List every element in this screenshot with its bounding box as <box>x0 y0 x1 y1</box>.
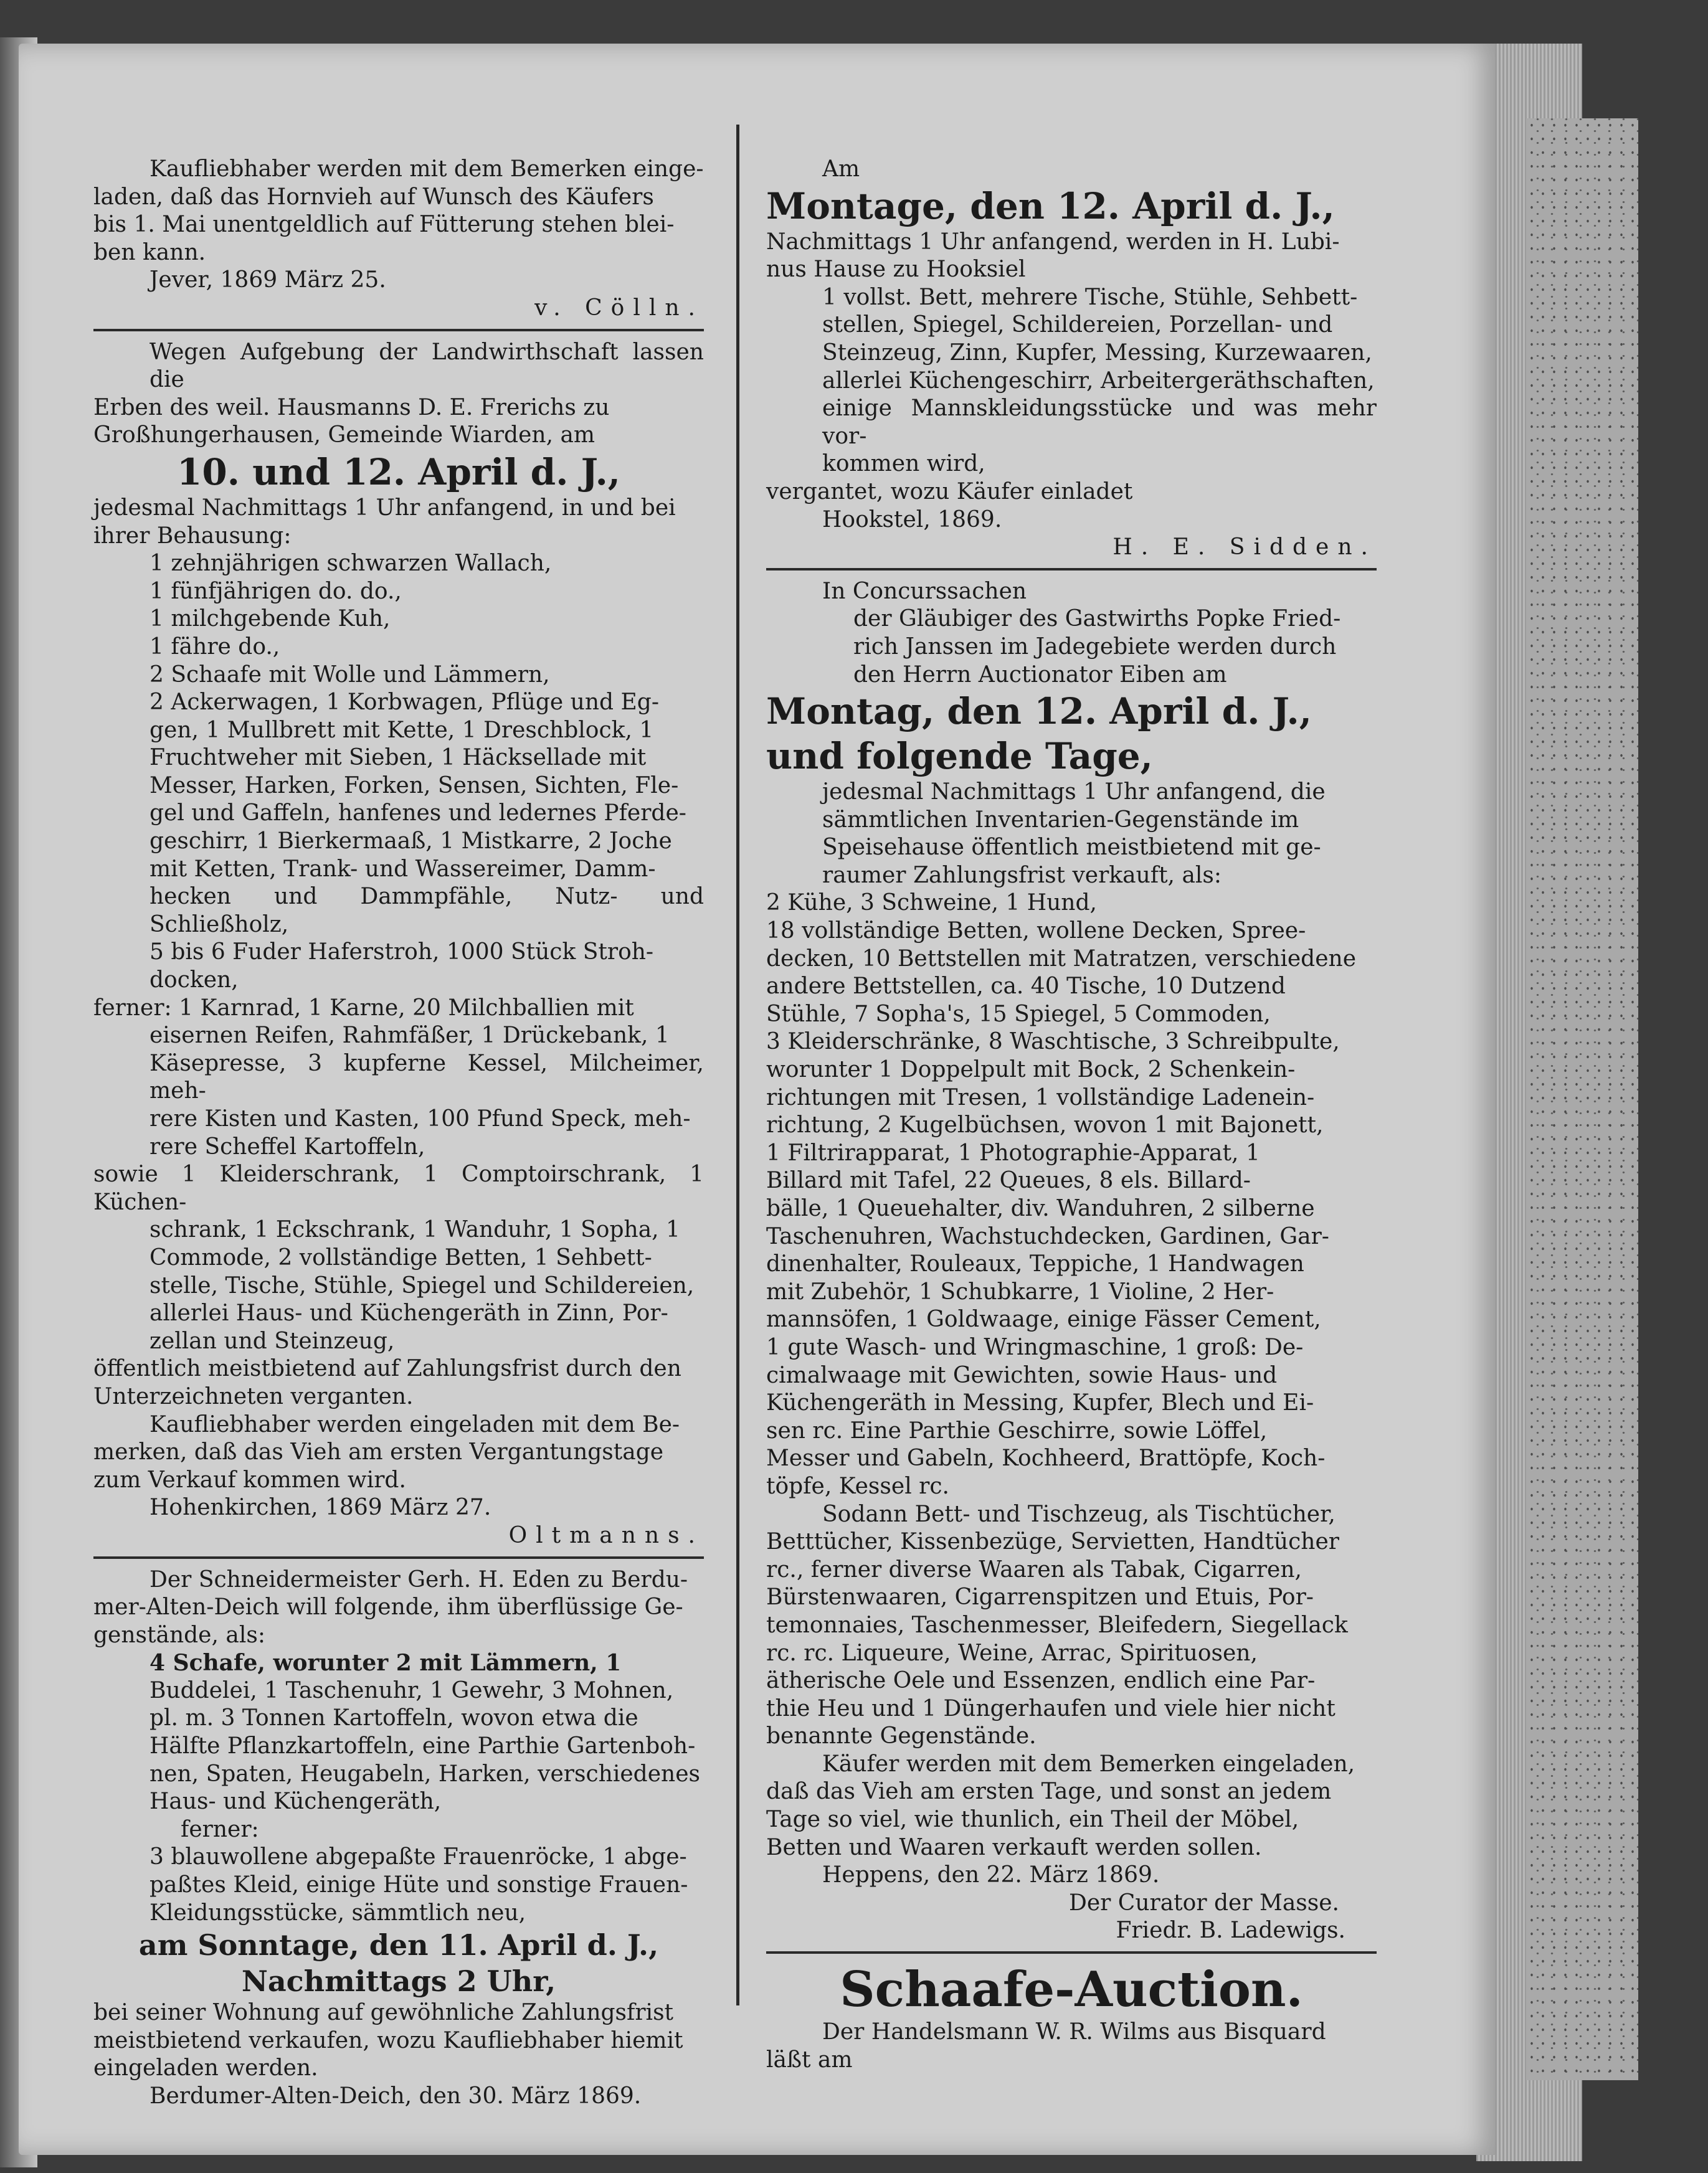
ad-text-line: Kaufliebhaber werden mit dem Bemerken einge- <box>149 156 704 182</box>
item-line: 1 milchgebende Kuh, <box>149 606 391 632</box>
ad-text-line: daß das Vieh am ersten Tage, und sonst an jedem <box>766 1779 1332 1805</box>
item-line: paßtes Kleid, einige Hüte und sonstige Frauen- <box>149 1872 688 1898</box>
ad-text-line: Der Handelsmann W. R. Wilms aus Bisquard <box>822 2019 1326 2045</box>
ad-text-line: Speisehause öffentlich meistbietend mit ge- <box>822 835 1321 861</box>
ad-eden-auction <box>93 1566 704 2111</box>
item-line: Buddelei, 1 Taschenuhr, 1 Gewehr, 3 Mohnen, <box>149 1677 674 1703</box>
item-line: nen, Spaten, Heugabeln, Harken, verschiedenes <box>149 1761 700 1787</box>
ad-cattle-notice <box>93 156 704 323</box>
item-line: töpfe, Kessel rc. <box>766 1473 949 1499</box>
item-line: 3 Kleiderschränke, 8 Waschtische, 3 Schreibpulte, <box>766 1029 1340 1055</box>
ad-text-line: ätherische Oele und Essenzen, endlich eine Par- <box>766 1668 1316 1694</box>
item-line: Messer und Gabeln, Kochheerd, Brattöpfe, Koch- <box>766 1446 1326 1472</box>
ad-text-line: Tage so viel, wie thunlich, ein Theil der Möbel, <box>766 1807 1299 1833</box>
item-line: Billard mit Tafel, 22 Queues, 8 els. Billard- <box>766 1168 1251 1194</box>
ad-text-line: rich Janssen im Jadegebiete werden durch <box>853 633 1337 660</box>
item-line: Fruchtweher mit Sieben, 1 Häcksellade mit <box>149 745 647 771</box>
ad-separator <box>93 1556 704 1559</box>
ad-text-line: jedesmal Nachmittags 1 Uhr anfangend, in und bei <box>93 495 676 521</box>
item-line: Taschenuhren, Wachstuchdecken, Gardinen, Gar- <box>766 1223 1329 1249</box>
ad-text-line: Wegen Aufgebung der Landwirthschaft lassen die <box>149 339 704 393</box>
ad-text-line: Unterzeichneten verganten. <box>93 1383 414 1409</box>
auction-date-heading: 10. und 12. April d. J., <box>177 450 620 493</box>
ad-text-line: ferner: 1 Karnrad, 1 Karne, 20 Milchballien mit <box>93 995 634 1021</box>
ad-text-line: Sodann Bett- und Tischzeug, als Tischtücher, <box>822 1501 1336 1527</box>
item-line: 1 fünfjährigen do. do., <box>149 578 402 604</box>
ad-text-line: mer-Alten-Deich will folgende, ihm überflüssige Ge- <box>93 1594 683 1621</box>
item-line: 1 vollst. Bett, mehrere Tische, Stühle, Sehbett- <box>822 284 1358 310</box>
item-line: richtung, 2 Kugelbüchsen, wovon 1 mit Bajonett, <box>766 1112 1324 1139</box>
ad-text-line: rc., ferner diverse Waaren als Tabak, Cigarren, <box>766 1556 1302 1583</box>
item-line: richtungen mit Tresen, 1 vollständige Ladenein- <box>766 1084 1315 1110</box>
ad-text-line: Commode, 2 vollständige Betten, 1 Sehbett- <box>149 1244 652 1271</box>
left-column <box>93 156 704 2111</box>
item-line: cimalwaage mit Gewichten, sowie Haus- und <box>766 1362 1278 1388</box>
ad-text-line: laden, daß das Hornvieh auf Wunsch des Käufers <box>93 184 654 210</box>
ad-text-line: rere Kisten und Kasten, 100 Pfund Speck, meh- <box>149 1106 691 1132</box>
item-line: 1 Filtrirapparat, 1 Photographie-Apparat, 1 <box>766 1140 1260 1166</box>
ad-text-line: merken, daß das Vieh am ersten Vergantungstage <box>93 1439 664 1465</box>
ad-lubinus-auction <box>766 156 1377 562</box>
column-divider <box>736 125 739 2005</box>
ad-frerichs-auction <box>93 339 704 1550</box>
item-line: 1 zehnjährigen schwarzen Wallach, <box>149 551 552 577</box>
ad-text-line: Kaufliebhaber werden eingeladen mit dem Be- <box>149 1411 680 1437</box>
ad-text-line: sowie 1 Kleiderschrank, 1 Comptoirschrank, 1 Küchen- <box>93 1162 704 1215</box>
place-date: Hohenkirchen, 1869 März 27. <box>149 1495 491 1521</box>
item-line: kommen wird, <box>822 451 985 477</box>
item-line: sen rc. Eine Parthie Geschirre, sowie Löffel, <box>766 1418 1268 1444</box>
ad-separator <box>766 568 1377 570</box>
ad-text-line: zum Verkauf kommen wird. <box>93 1467 406 1493</box>
ad-text-line: eingeladen werden. <box>93 2055 318 2081</box>
ad-text-line: nus Hause zu Hooksiel <box>766 257 1026 283</box>
ad-separator <box>93 329 704 331</box>
item-line: Steinzeug, Zinn, Kupfer, Messing, Kurzewaaren, <box>822 339 1372 366</box>
place-date: Hookstel, 1869. <box>822 506 1002 533</box>
auction-date-heading: am Sonntage, den 11. April d. J., <box>138 1928 659 1962</box>
auction-date-heading: und folgende Tage, <box>766 735 1153 778</box>
item-line: Messer, Harken, Forken, Sensen, Sichten, Fle- <box>149 772 679 798</box>
signature: Friedr. B. Ladewigs. <box>1116 1918 1345 1944</box>
ad-text-line: thie Heu und 1 Düngerhaufen und viele hier nicht <box>766 1695 1336 1721</box>
item-line: gel und Gaffeln, hanfenes und ledernes Pferde- <box>149 800 686 826</box>
item-line: pl. m. 3 Tonnen Kartoffeln, wovon etwa die <box>149 1705 638 1731</box>
auction-date-heading: Montage, den 12. April d. J., <box>766 184 1335 227</box>
item-line: geschirr, 1 Bierkermaaß, 1 Mistkarre, 2 Joche <box>149 828 672 855</box>
item-line: einige Mannskleidungsstücke und was mehr vor- <box>822 395 1377 449</box>
item-line: bälle, 1 Queuehalter, div. Wanduhren, 2 silberne <box>766 1196 1315 1221</box>
ad-text-line: eisernen Reifen, Rahmfäßer, 1 Drückebank, 1 <box>149 1023 670 1049</box>
ad-text-line: den Herrn Auctionator Eiben am <box>853 661 1227 688</box>
ad-text-line: ferner: <box>181 1816 259 1842</box>
right-column <box>766 156 1377 2074</box>
ad-text-line: Betttücher, Kissenbezüge, Servietten, Handtücher <box>766 1529 1339 1555</box>
ad-text-line: schrank, 1 Eckschrank, 1 Wanduhr, 1 Sopha, 1 <box>149 1217 680 1243</box>
item-line: Haus- und Küchengeräth, <box>149 1789 442 1815</box>
item-line: Kleidungsstücke, sämmtlich neu, <box>149 1900 526 1926</box>
ad-text-line: sämmtlichen Inventarien-Gegenstände im <box>822 807 1299 833</box>
ad-text-line: Großhungerhausen, Gemeinde Wiarden, am <box>93 422 595 448</box>
item-line: hecken und Dammpfähle, Nutz- und Schließholz, <box>149 884 704 937</box>
item-line: allerlei Küchengeschirr, Arbeitergeräthschaften, <box>822 367 1375 394</box>
ad-title: Schaafe-Auction. <box>840 1961 1303 2019</box>
ad-text-line: öffentlich meistbietend auf Zahlungsfrist durch den <box>93 1356 681 1382</box>
ad-text-line: temonnaies, Taschenmesser, Bleifedern, Siegellack <box>766 1612 1348 1638</box>
item-line: Stühle, 7 Sopha's, 15 Spiegel, 5 Commoden, <box>766 1001 1271 1027</box>
ad-text-line: vergantet, wozu Käufer einladet <box>766 478 1133 504</box>
item-line: 18 vollständige Betten, wollene Decken, Spree- <box>766 918 1306 944</box>
auction-time-heading: Nachmittags 2 Uhr, <box>241 1964 556 1999</box>
ad-text-line: zellan und Steinzeug, <box>149 1328 395 1354</box>
item-line: mannsöfen, 1 Goldwaage, einige Fässer Cement, <box>766 1307 1321 1333</box>
ad-text-line: Käsepresse, 3 kupferne Kessel, Milcheimer, meh- <box>149 1050 704 1104</box>
ad-text-line: Der Schneidermeister Gerh. H. Eden zu Berdu- <box>149 1566 688 1593</box>
ad-text-line: ben kann. <box>93 239 206 265</box>
item-line: andere Bettstellen, ca. 40 Tische, 10 Dutzend <box>766 973 1286 1000</box>
ad-text-line: In Concurssachen <box>822 578 1027 604</box>
item-line: worunter 1 Doppelpult mit Bock, 2 Schenkein- <box>766 1057 1296 1083</box>
place-date: Berdumer-Alten-Deich, den 30. März 1869. <box>149 2083 642 2109</box>
item-line: 3 blauwollene abgepaßte Frauenröcke, 1 abge- <box>149 1844 687 1870</box>
speckled-edge <box>1526 118 1638 2080</box>
item-line: decken, 10 Bettstellen mit Matratzen, verschiedene <box>766 945 1357 972</box>
item-line: Hälfte Pflanzkartoffeln, eine Parthie Gartenboh- <box>149 1733 696 1759</box>
item-line: 2 Schaafe mit Wolle und Lämmern, <box>149 661 550 688</box>
item-line: Küchengeräth in Messing, Kupfer, Blech und Ei- <box>766 1390 1314 1416</box>
item-line: 2 Kühe, 3 Schweine, 1 Hund, <box>766 890 1097 916</box>
ad-text-line: benannte Gegenstände. <box>766 1723 1037 1749</box>
signature: Oltmanns. <box>508 1522 704 1548</box>
curator-line: Der Curator der Masse. <box>1068 1890 1339 1916</box>
ad-text-line: Betten und Waaren verkauft werden sollen. <box>766 1834 1262 1860</box>
ad-text-line: meistbietend verkaufen, wozu Kaufliebhaber hiemit <box>93 2027 683 2053</box>
ad-text-line: rc. rc. Liqueure, Weine, Arrac, Spirituosen, <box>766 1640 1258 1666</box>
auction-date-heading: Montag, den 12. April d. J., <box>766 690 1312 733</box>
place-date: Heppens, den 22. März 1869. <box>822 1862 1160 1888</box>
ad-text-line: Bürstenwaaren, Cigarrenspitzen und Etuis, Por- <box>766 1584 1314 1611</box>
ad-text-line: Erben des weil. Hausmanns D. E. Frerichs zu <box>93 394 610 420</box>
ad-text-line: läßt am <box>766 2047 853 2073</box>
item-line: 1 gute Wasch- und Wringmaschine, 1 groß: De- <box>766 1334 1304 1360</box>
ad-text-line: ihrer Behausung: <box>93 523 292 549</box>
ad-text-line: rere Scheffel Kartoffeln, <box>149 1134 425 1160</box>
item-line: 4 Schafe, worunter 2 mit Lämmern, 1 <box>149 1650 622 1677</box>
ad-text-line: Am <box>822 156 860 182</box>
ad-text-line: genstände, als: <box>93 1622 265 1648</box>
item-line: gen, 1 Mullbrett mit Kette, 1 Dreschblock, 1 <box>149 717 654 743</box>
item-line: 1 fähre do., <box>149 633 280 660</box>
item-line: 5 bis 6 Fuder Haferstroh, 1000 Stück Stroh- <box>149 939 654 965</box>
signature: H. E. Sidden. <box>1113 534 1377 561</box>
ad-text-line: stelle, Tische, Stühle, Spiegel und Schildereien, <box>149 1272 695 1299</box>
ad-text-line: bei seiner Wohnung auf gewöhnliche Zahlungsfrist <box>93 2000 674 2026</box>
place-date: Jever, 1869 März 25. <box>149 267 386 293</box>
ad-concurs-auction <box>766 578 1377 1945</box>
ad-text-line: allerlei Haus- und Küchengeräth in Zinn, Por- <box>149 1300 668 1327</box>
item-line: docken, <box>149 967 239 993</box>
ad-sheep-auction <box>766 1961 1377 2074</box>
ad-text-line: Nachmittags 1 Uhr anfangend, werden in H. Lubi- <box>766 229 1340 255</box>
ad-text-line: Käufer werden mit dem Bemerken eingeladen, <box>822 1751 1355 1777</box>
ad-text-line: der Gläubiger des Gastwirths Popke Fried- <box>853 606 1341 632</box>
signature: v. Cölln. <box>534 295 704 321</box>
ad-text-line: jedesmal Nachmittags 1 Uhr anfangend, die <box>822 779 1326 805</box>
item-line: stellen, Spiegel, Schildereien, Porzellan- und <box>822 312 1333 338</box>
item-line: mit Ketten, Trank- und Wassereimer, Damm- <box>149 856 656 882</box>
ad-text-line: raumer Zahlungsfrist verkauft, als: <box>822 862 1222 888</box>
ad-text-line: bis 1. Mai unentgeldlich auf Fütterung stehen blei- <box>93 212 675 238</box>
item-line: dinenhalter, Rouleaux, Teppiche, 1 Handwagen <box>766 1251 1304 1277</box>
ad-separator <box>766 1951 1377 1954</box>
item-line: 2 Ackerwagen, 1 Korbwagen, Pflüge und Eg- <box>149 689 659 716</box>
item-line: mit Zubehör, 1 Schubkarre, 1 Violine, 2 Her- <box>766 1279 1274 1305</box>
